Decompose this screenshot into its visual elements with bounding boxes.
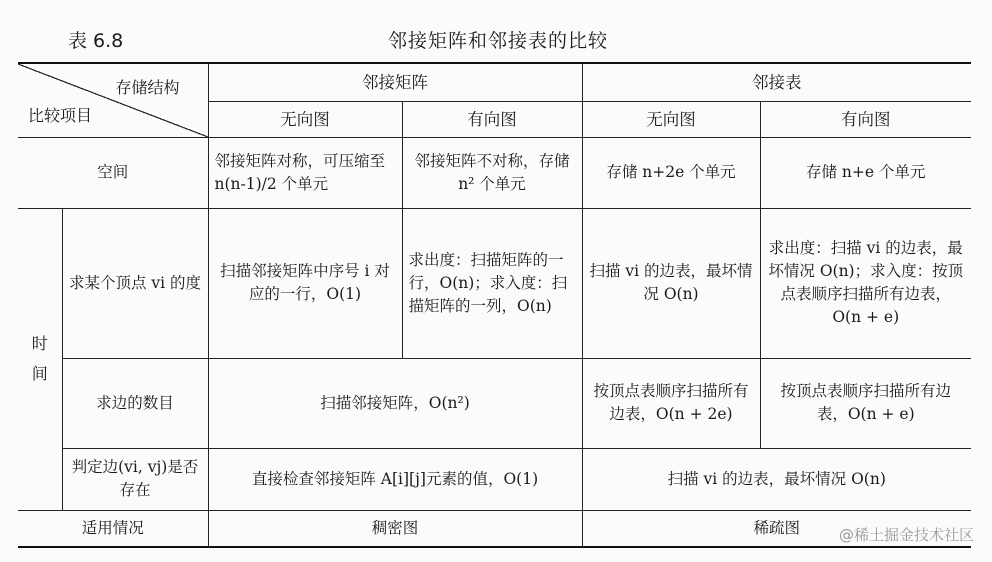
header-matrix: 邻接矩阵 — [208, 63, 582, 101]
cell-space-matrix-directed: 邻接矩阵不对称，存储 n² 个单元 — [402, 137, 582, 208]
header-matrix-directed: 有向图 — [402, 101, 582, 137]
watermark: @稀土掘金技术社区 — [838, 526, 974, 544]
header-corner-cell — [18, 63, 208, 137]
row-label-degree: 求某个顶点 vi 的度 — [62, 208, 208, 358]
table-title: 邻接矩阵和邻接表的比较 — [388, 30, 609, 52]
cell-edges-list-directed: 按顶点表顺序扫描所有边表，O(n + e) — [760, 358, 971, 448]
header-list-directed: 有向图 — [760, 101, 971, 137]
row-label-edges: 求边的数目 — [62, 358, 208, 448]
cell-degree-matrix-undirected: 扫描邻接矩阵中序号 i 对应的一行，O(1) — [208, 208, 402, 358]
time-label: 时间 — [31, 334, 48, 383]
cell-degree-list-directed: 求出度：扫描 vi 的边表，最坏情况 O(n)；求入度：按顶点表顺序扫描所有边表，O(n + e) — [760, 208, 971, 358]
cell-exists-matrix: 直接检查邻接矩阵 A[i][j]元素的值，O(1) — [208, 448, 582, 510]
cell-exists-list: 扫描 vi 的边表，最坏情况 O(n) — [582, 448, 971, 510]
row-group-label-time — [18, 208, 62, 510]
cell-edges-list-undirected: 按顶点表顺序扫描所有边表，O(n + 2e) — [582, 358, 760, 448]
corner-label-storage: 存储结构 — [115, 78, 180, 97]
cell-space-matrix-undirected: 邻接矩阵对称，可压缩至 n(n-1)/2 个单元 — [208, 137, 402, 208]
cell-degree-list-undirected: 扫描 vi 的边表，最坏情况 O(n) — [582, 208, 760, 358]
comparison-table — [18, 62, 971, 548]
header-list: 邻接表 — [582, 63, 971, 101]
table-number: 表 6.8 — [68, 30, 124, 52]
corner-label-items: 比较项目 — [28, 105, 93, 125]
cell-usage-list: 稀疏图 — [582, 510, 971, 547]
cell-space-list-undirected: 存储 n+2e 个单元 — [582, 137, 760, 208]
header-list-undirected: 无向图 — [582, 101, 760, 137]
cell-degree-matrix-directed: 求出度：扫描矩阵的一行，O(n)；求入度：扫描矩阵的一列，O(n) — [402, 208, 582, 358]
row-label-exists: 判定边(vi, vj)是否存在 — [62, 448, 208, 510]
header-matrix-undirected: 无向图 — [208, 101, 402, 137]
cell-space-list-directed: 存储 n+e 个单元 — [760, 137, 971, 208]
cell-usage-matrix: 稠密图 — [208, 510, 582, 547]
cell-edges-matrix: 扫描邻接矩阵，O(n²) — [208, 358, 582, 448]
row-label-space: 空间 — [18, 137, 208, 208]
row-label-usage: 适用情况 — [18, 510, 208, 547]
